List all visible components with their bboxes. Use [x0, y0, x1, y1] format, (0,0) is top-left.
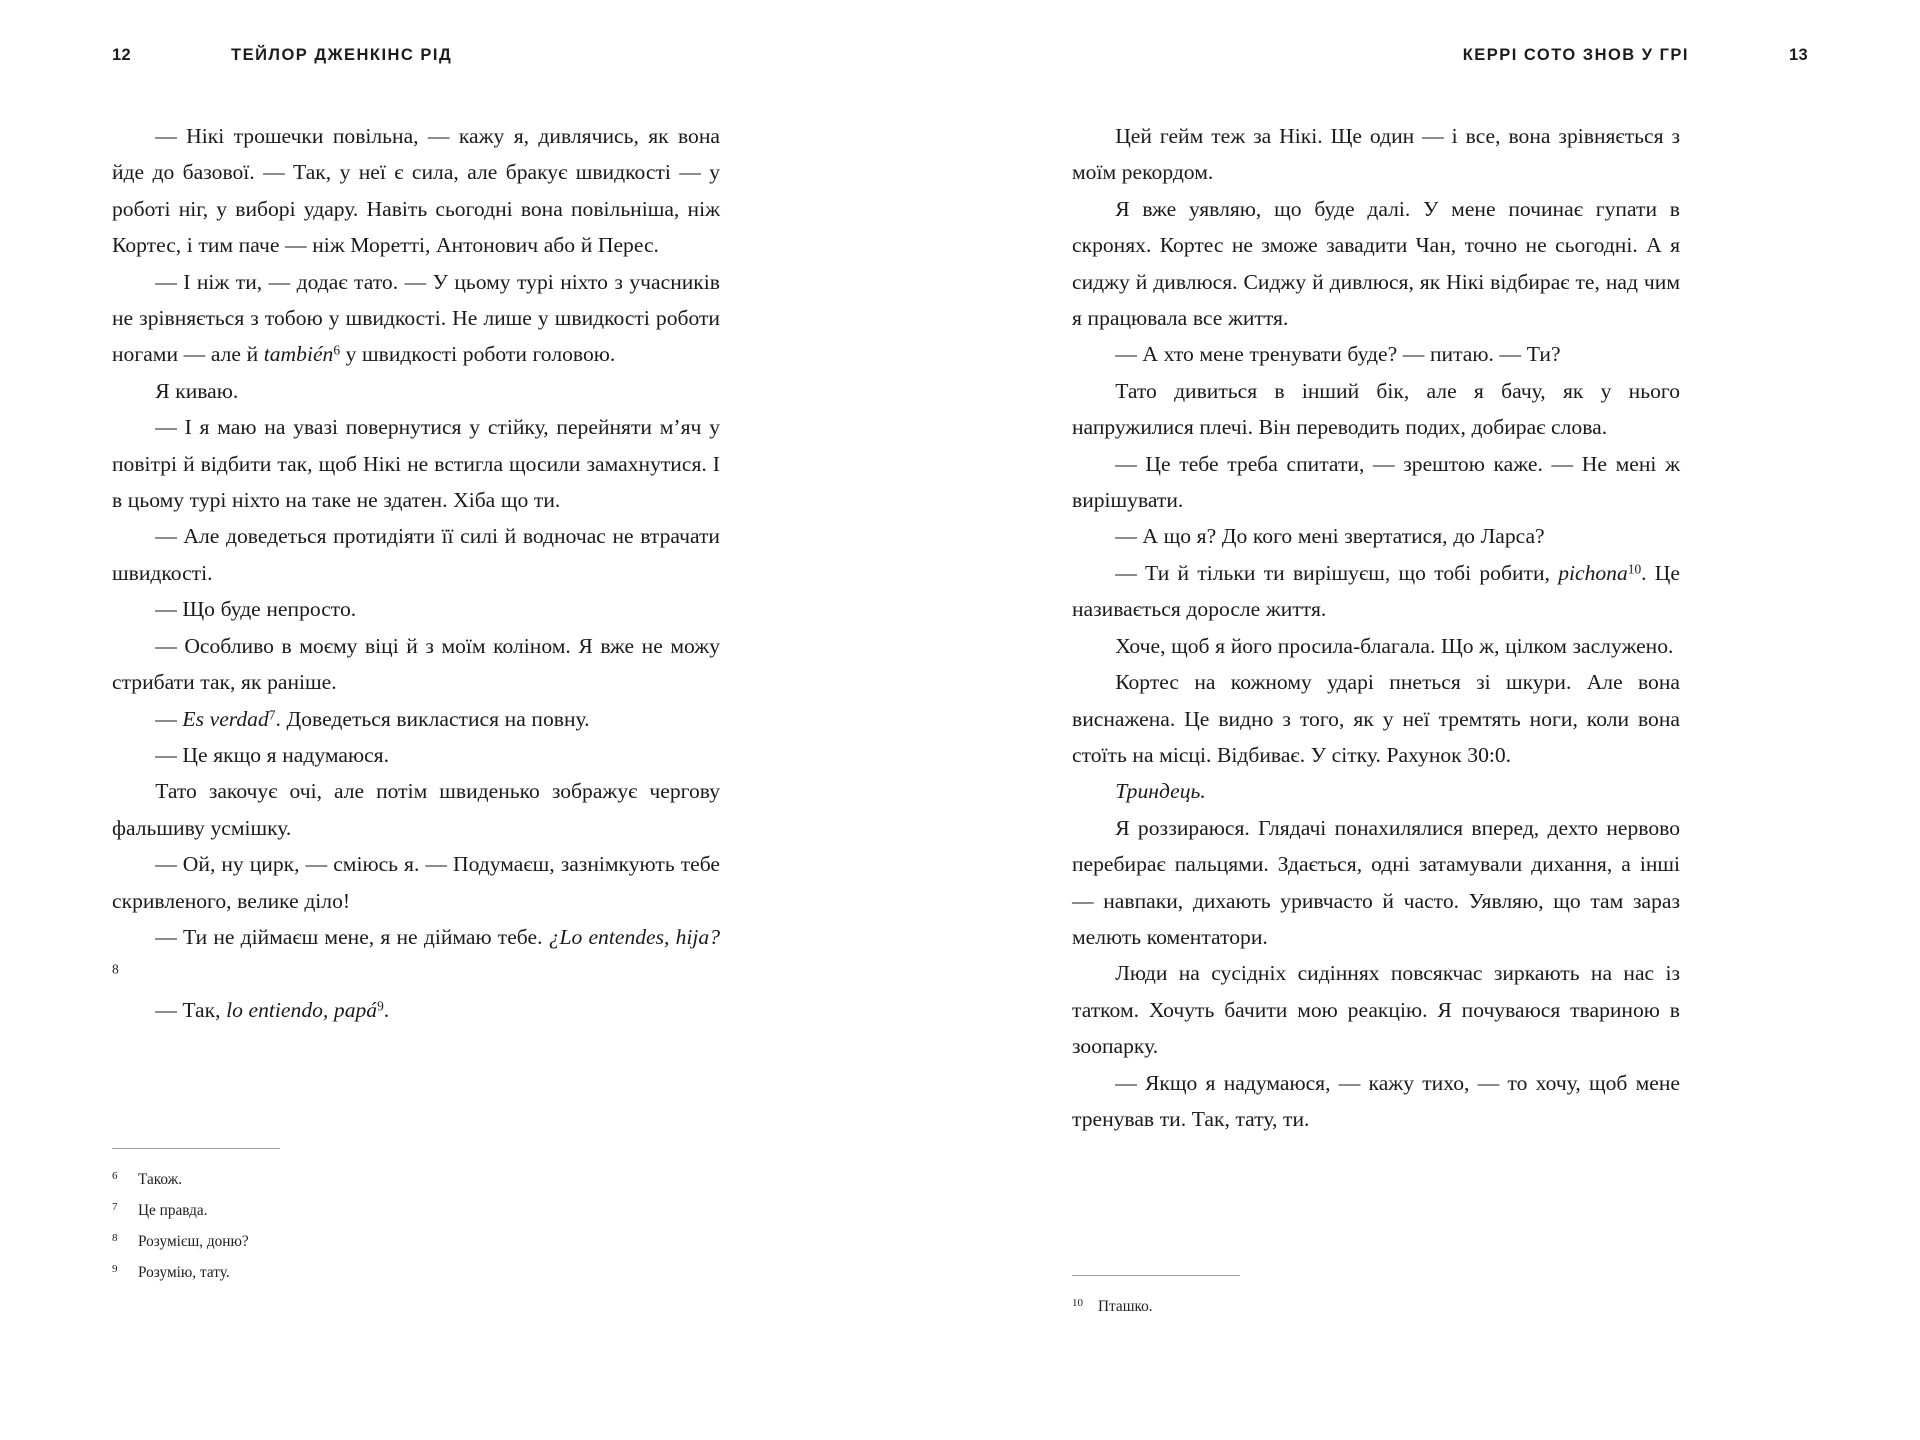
- footnote-text: Пташко.: [1098, 1298, 1153, 1315]
- page-right: [960, 0, 1920, 1440]
- footnote-marker-6: 6: [333, 343, 341, 359]
- footnote-block-right: [1072, 1275, 1680, 1323]
- foreign-phrase-lo-entiendo: lo entiendo, papá: [226, 997, 378, 1022]
- footnote-text: Також.: [138, 1171, 183, 1188]
- folio-right: 13: [1788, 45, 1808, 64]
- paragraph: Я киваю.: [155, 378, 239, 403]
- paragraph: Люди на сусідніх сидіннях повсякчас зиркають на нас із татком. Хочуть бачити мою реакцію. Я почуваюся твариною в зоопарку.: [1072, 961, 1680, 1059]
- paragraph: — Особливо в моєму віці й з моїм коліном. Я вже не можу стрибати так, як раніше.: [112, 633, 720, 695]
- footnote-number: 9: [112, 1263, 118, 1275]
- paragraph: — Ой, ну цирк, — сміюсь я. — Подумаєш, зазнімкують тебе скривленого, велике діло!: [112, 852, 720, 913]
- footnote-marker-9: 9: [377, 998, 384, 1014]
- paragraph-emphasis: [1072, 773, 1680, 809]
- paragraph: — Нікі трошечки повільна, — кажу я, дивлячись, як вона йде до базової. — Так, у неї є сила, але бракує швидкості — у роботі ніг, у виборі удару. Навіть сьогодні вона повільніша, ніж Кортес, і тим паче — ніж Моретті, Антонович або й Перес.: [112, 124, 720, 258]
- paragraph-tail: у швидкості роботи головою.: [340, 342, 616, 367]
- text-column-right: [1072, 118, 1680, 1137]
- paragraph: Я вже уявляю, що буде далі. У мене починає гупати в скронях. Кортес не зможе завадити Чан, точно не сьогодні. А я сиджу й дивлюся. Сиджу й дивлюся, як Нікі відбирає те, над чим я працювала все життя.: [1072, 196, 1680, 331]
- paragraph: — І я маю на увазі повернутися у стійку, перейняти м’яч у повітрі й відбити так, щоб Нікі не встигла щосили замахнутися. І в цьому турі ніхто на таке не здатен. Хіба що ти.: [112, 415, 720, 513]
- paragraph: — Але доведеться протидіяти її силі й водночас не втрачати швидкості.: [112, 524, 720, 585]
- footnote-item: [112, 1227, 720, 1258]
- footnote-number: 6: [112, 1170, 118, 1182]
- footnote-block-left: [112, 1148, 720, 1289]
- paragraph-tail: . Це називається доросле життя.: [1072, 560, 1680, 622]
- folio-left: 12: [112, 45, 132, 64]
- emphasis-tryndets: Триндець.: [1115, 779, 1206, 804]
- foreign-phrase-pichona: pichona: [1558, 560, 1628, 585]
- paragraph: — Що буде непросто.: [155, 597, 357, 622]
- paragraph-text: —: [155, 706, 183, 731]
- footnote-text: Це правда.: [138, 1202, 208, 1219]
- paragraph-text: — Ти не діймаєш мене, я не діймаю тебе.: [155, 924, 549, 949]
- paragraph-tail: .: [383, 997, 390, 1022]
- paragraph: [112, 992, 720, 1028]
- paragraph: [112, 264, 720, 373]
- footnote-number: 10: [1072, 1297, 1083, 1309]
- footnote-marker-7: 7: [268, 707, 276, 723]
- footnote-separator-rule: [112, 1148, 280, 1149]
- running-head-right: [1072, 40, 1808, 70]
- footnote-marker-10: 10: [1627, 561, 1642, 577]
- paragraph: Я роззираюся. Глядачі понахилялися вперед, дехто нервово перебирає пальцями. Здається, одні затамували дихання, а інші — навпаки, дихають уривчасто й часто. Уявляю, що там зараз мелють коментатори.: [1072, 815, 1680, 949]
- footnote-number: 7: [112, 1201, 118, 1213]
- foreign-phrase-lo-entendes: ¿Lo entendes, hija?: [548, 924, 720, 949]
- paragraph: — Це якщо я надумаюся.: [155, 742, 389, 767]
- paragraph: [112, 919, 720, 992]
- footnote-item: [1072, 1292, 1680, 1323]
- footnote-separator-rule: [1072, 1275, 1240, 1276]
- footnote-item: [112, 1196, 720, 1227]
- paragraph: Цей гейм теж за Нікі. Ще один — і все, вона зрівняється з моїм рекордом.: [1072, 124, 1680, 185]
- paragraph: [1072, 555, 1680, 628]
- paragraph-text: — Ти й тільки ти вирішуєш, що тобі робити,: [1115, 560, 1559, 585]
- paragraph-text: — І ніж ти, — додає тато. — У цьому турі ніхто з учасників не зрівняється з тобою у швидкості. Не лише у швидкості роботи ногами — але й: [112, 269, 720, 367]
- footnote-marker-8: 8: [112, 961, 119, 977]
- paragraph: Тато дивиться в інший бік, але я бачу, як у нього напружилися плечі. Він переводить подих, добирає слова.: [1072, 378, 1680, 440]
- paragraph-text: — Так,: [155, 997, 227, 1022]
- paragraph-tail: . Доведеться викластися на повну.: [275, 706, 590, 731]
- running-head-left: [112, 40, 848, 70]
- paragraph: [112, 701, 720, 737]
- text-column-left: [112, 118, 720, 1028]
- footnote-text: Розумієш, доню?: [138, 1233, 249, 1250]
- running-title-right: КЕРРІ СОТО ЗНОВ У ГРІ: [1462, 45, 1689, 64]
- foreign-phrase-tambien: también: [263, 342, 334, 367]
- paragraph: — Це тебе треба спитати, — зрештою каже. — Не мені ж вирішувати.: [1072, 451, 1680, 513]
- paragraph: — Якщо я надумаюся, — кажу тихо, — то хочу, щоб мене тренував ти. Так, тату, ти.: [1072, 1070, 1680, 1131]
- running-title-left: ТЕЙЛОР ДЖЕНКІНС РІД: [231, 45, 453, 64]
- paragraph: — А хто мене тренувати буде? — питаю. — Ти?: [1115, 342, 1561, 367]
- foreign-phrase-es-verdad: Es verdad: [182, 706, 269, 731]
- footnote-number: 8: [112, 1232, 118, 1244]
- paragraph: — А що я? До кого мені звертатися, до Ларса?: [1115, 524, 1545, 549]
- footnote-text: Розумію, тату.: [138, 1264, 230, 1281]
- footnote-item: [112, 1165, 720, 1196]
- paragraph: Тато закочує очі, але потім швиденько зображує чергову фальшиву усмішку.: [112, 779, 720, 840]
- paragraph: Хоче, щоб я його просила-благала. Що ж, цілком заслужено.: [1115, 633, 1674, 658]
- footnote-item: [112, 1258, 720, 1289]
- paragraph: Кортес на кожному ударі пнеться зі шкури. Але вона виснажена. Це видно з того, як у неї тремтять ноги, коли вона стоїть на місці. Відбиває. У сітку. Рахунок 30:0.: [1072, 670, 1680, 767]
